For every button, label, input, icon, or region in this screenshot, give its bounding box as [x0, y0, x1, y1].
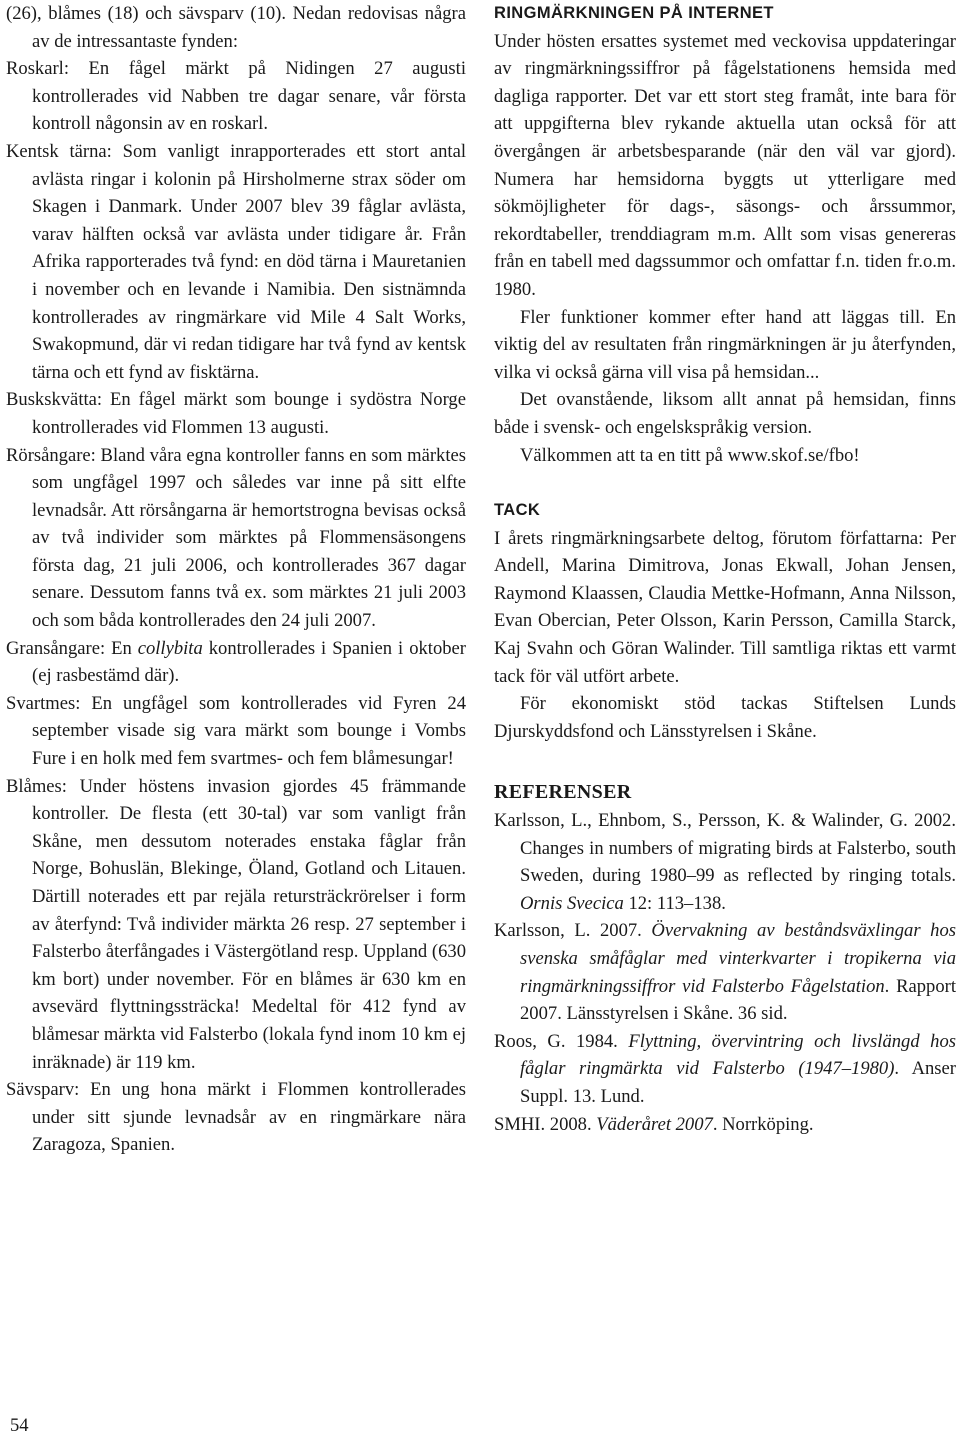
reference-text: Karlsson, L. 2007. — [494, 920, 652, 942]
tack-paragraph-2: För ekonomiskt stöd tackas Stiftelsen Lunds Djurskyddsfond och Länsstyrelsen i Skåne. — [494, 693, 956, 742]
reference-text: Roos, G. 1984. — [494, 1030, 629, 1052]
section-heading-tack: TACK — [494, 501, 541, 520]
reference-item — [494, 917, 956, 1027]
finding-savsparv: Sävsparv: En ung hona märkt i Flommen kontrollerades under sitt sjunde levnadsår av en ringmärkare nära Zaragoza, Spanien. — [6, 1079, 466, 1156]
finding-rorsangare: Rörsångare: Bland våra egna kontroller fanns en som märktes som ungfågel 1997 och således var inne på sitt elfte levnadsår. Att rörsångarna är hemortstrogna bevisas också av två individer som märktes på Flommensäsongens första dag, 21 juli 2006, och kontrollerades 367 dagar senare. Dessutom fanns två ex. som märktes 21 juli 2003 och som båda kontrollerades den 24 juli 2007. — [6, 444, 466, 632]
reference-item — [494, 807, 956, 917]
reference-item — [494, 1111, 956, 1139]
finding-gransangare-species: collybita — [137, 637, 203, 659]
left-column — [6, 0, 466, 1159]
section-heading-referenser: REFERENSER — [494, 781, 632, 804]
reference-journal: Ornis Svecica — [520, 892, 624, 914]
finding-buskskvatta: Buskskvätta: En fågel märkt som bounge i sydöstra Norge kontrollerades vid Flommen 13 augusti. — [6, 389, 466, 438]
page-number: 54 — [10, 1415, 29, 1436]
reference-text: . Anser Suppl. 13. Lund. — [520, 1058, 956, 1107]
finding-blames: Blåmes: Under höstens invasion gjordes 45 främmande kontroller. De flesta (ett 30-tal) var som vanligt från Skåne, men dessutom noterades enstaka fåglar från Norge, Bohuslän, Blekinge, Öland, Gotland och Litauen. Därtill noterades ett par rejäla retursträckrörelser i form av återfynd: Två individer märkta 26 resp. 27 september i Falsterbo återfångades i Västergötland resp. Uppland (630 km bort) under november. För en blåmes är 630 km en avsevärd flyttningssträcka! Medeltal för 412 fynd av blåmesar märkta vid Falsterbo (lokala fynd inom 10 km ej inräknade) är 119 km. — [6, 775, 466, 1073]
finding-gransangare-rest: kontrollerades i Spanien i oktober (ej rasbestämd där). — [32, 637, 466, 687]
reference-text: SMHI. 2008. — [494, 1113, 597, 1135]
internet-paragraph-1: Under hösten ersattes systemet med veckovisa uppdateringar av ringmärkningssiffror på fågelstationens hemsida med dagliga rapporter. Det var ett stort steg framåt, inte bara för att uppgifterna blev rykande aktuella utan också för att övergången är arbetsbesparande (när den väl var gjord). Numera har hemsidorna byggts ut ytterligare med sökmöjligheter för dags-, säsongs- och årssummor, rekordtabeller, trenddiagram m.m. Allt som visas genereras från en tabell med dagssummor och omfattar f.n. tiden fr.o.m. 1980. — [494, 30, 956, 300]
finding-gransangare-text: Gransångare: En — [6, 637, 138, 659]
internet-paragraph-3: Det ovanstående, liksom allt annat på hemsidan, finns både i svensk- och engelskspråkig version. — [494, 389, 956, 438]
reference-text: . Norrköping. — [712, 1113, 814, 1135]
reference-text: Karlsson, L., Ehnbom, S., Persson, K. & Walinder, G. 2002. Changes in numbers of migrating birds at Falsterbo, south Sweden, during 1980–99 as reflected by ringing totals. — [494, 810, 956, 887]
right-column — [494, 0, 956, 1138]
intro-paragraph: (26), blåmes (18) och sävsparv (10). Nedan redovisas några av de intressantaste fynden: — [6, 3, 466, 52]
section-heading-internet: RINGMÄRKNINGEN PÅ INTERNET — [494, 4, 774, 22]
finding-kentsk-tarna: Kentsk tärna: Som vanligt inrapporterades ett stort antal avlästa ringar i kolonin på Hirsholmerne strax söder om Skagen i Danmark. Under 2007 blev 39 fåglar avlästa, varav hälften också var avlästa under tidigare år. Från Afrika rapporterades två fynd: en död tärna i Mauretanien i november och en levande i Namibia. Den sistnämnda kontrollerades av ringmärkare vid Mile 4 Salt Works, Swakopmund, där vi redan tidigare har två fynd av kentsk tärna och ett fynd av fisktärna. — [6, 140, 466, 383]
tack-paragraph-1: I årets ringmärkningsarbete deltog, förutom författarna: Per Andell, Marina Dimitrova, Jonas Ekwall, Johan Jensen, Raymond Klaassen, Claudia Mettke-Hofmann, Anna Nilsson, Evan Obercian, Peter Olsson, Karin Persson, Camilla Starck, Kaj Svahn och Göran Walinder. Till samtliga riktas ett varmt tack för väl utfört arbete. — [494, 527, 956, 687]
reference-text: 12: 113–138. — [623, 892, 726, 914]
reference-title: Väderåret 2007 — [596, 1113, 713, 1135]
reference-title: Övervakning av beståndsväxlingar hos svenska småfåglar med vinterkvarter i tropikerna via ringmärkningssiffror vid Falsterbo Fågelstation — [520, 920, 956, 997]
finding-gransangare — [6, 635, 466, 690]
internet-paragraph-2: Fler funktioner kommer efter hand att läggas till. En viktig del av resultaten från ringmärkningen är ju återfynden, vilka vi också gärna vill visa på hemsidan... — [494, 306, 956, 383]
internet-paragraph-4: Välkommen att ta en titt på www.skof.se/fbo! — [520, 444, 860, 466]
finding-roskarl: Roskarl: En fågel märkt på Nidingen 27 augusti kontrollerades vid Nabben tre dagar senare, vår första kontroll någonsin av en roskarl. — [6, 58, 466, 135]
section-spacer — [494, 745, 956, 779]
finding-svartmes: Svartmes: En ungfågel som kontrollerades vid Fyren 24 september visade sig vara märkt som bounge i Vombs Fure i en holk med fem svartmes- och fem blåmesungar! — [6, 692, 466, 770]
section-spacer — [494, 469, 956, 497]
reference-text: . Rapport 2007. Länsstyrelsen i Skåne. 36 sid. — [520, 975, 957, 1025]
reference-item — [494, 1028, 956, 1111]
reference-title: Flyttning, övervintring och livslängd hos fåglar ringmärkta vid Falsterbo (1947–1980) — [520, 1030, 956, 1080]
